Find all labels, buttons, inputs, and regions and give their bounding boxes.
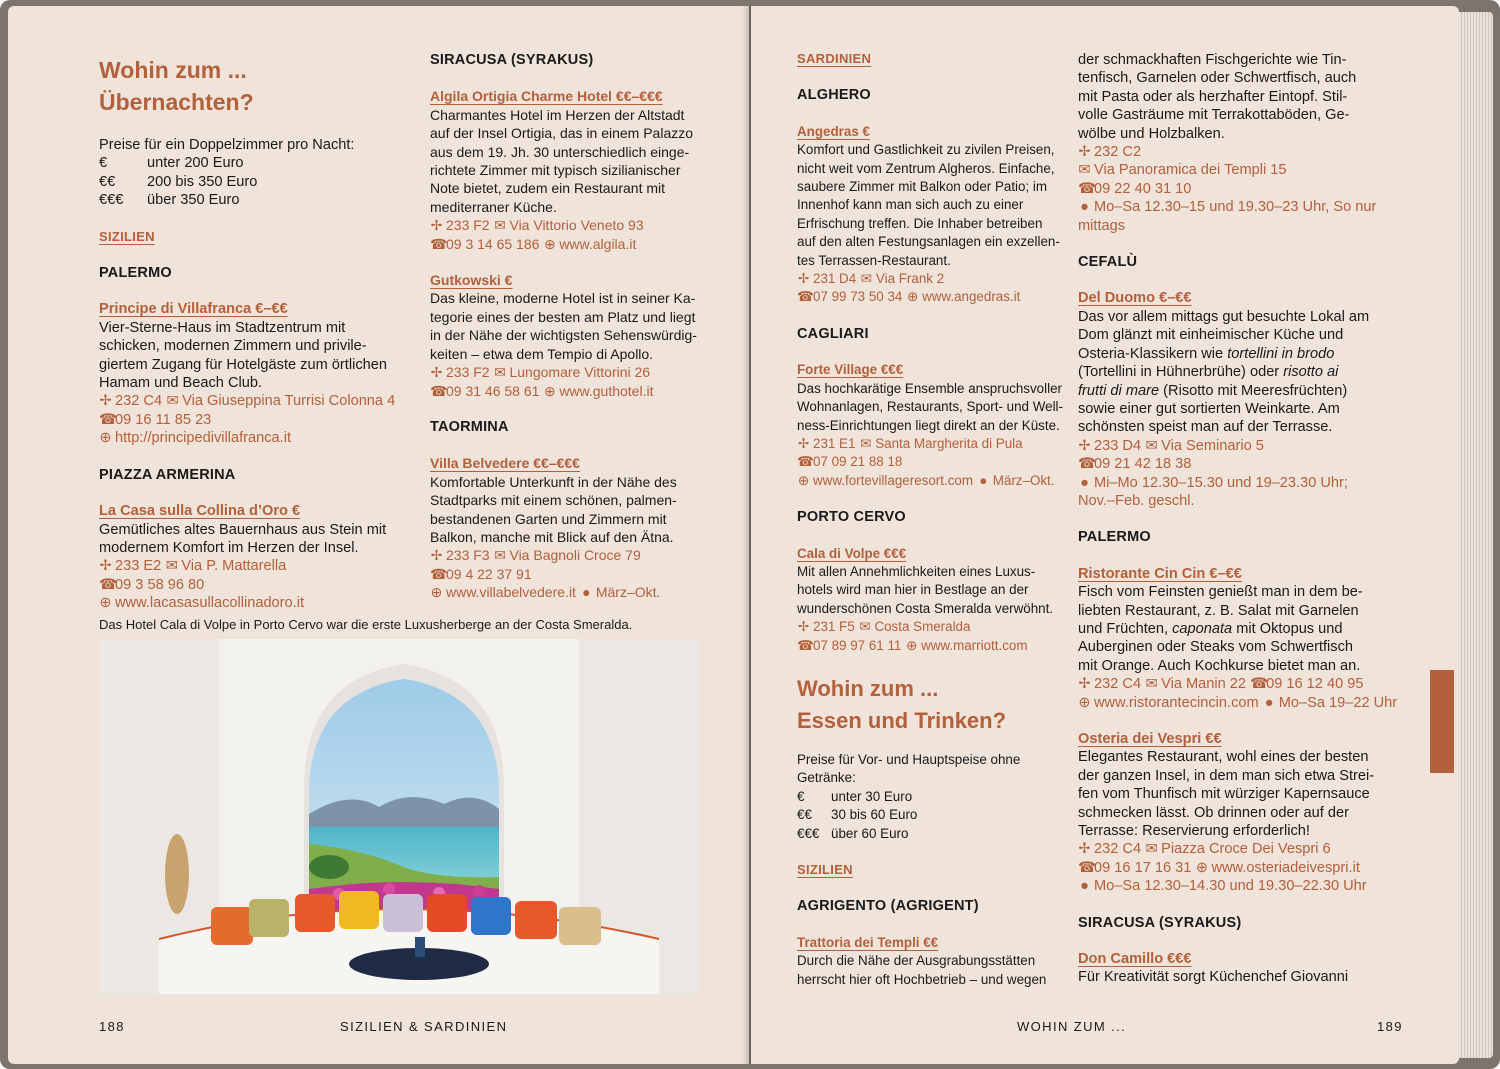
clock-icon: ● (582, 584, 591, 601)
address-icon: ✉ (860, 435, 872, 451)
entry-hours: ● Mo–Sa 12.30–15 und 19.30–23 Uhr, So nur (1078, 198, 1408, 216)
entry-text: Das hochkarätige Ensemble anspruchsvoller (797, 380, 1062, 396)
entry-text: wunderschönen Costa Smeralda verwöhnt. (797, 600, 1054, 616)
city-heading: ALGHERO (797, 87, 871, 104)
entry-text: liebten Restaurant, z. B. Salat mit Garnelen (1078, 602, 1359, 619)
clock-icon: ● (1080, 474, 1089, 491)
entry-text: tes Terrassen-Restaurant. (797, 252, 951, 268)
entry-text: mit Pasta oder als herzhafter Eintopf. Stil- (1078, 88, 1348, 105)
restaurant-title[interactable]: Osteria dei Vespri €€ (1078, 731, 1222, 747)
entry-text: Innenhof kann man sich auch zu einer (797, 197, 1024, 213)
entry-contact: ☎09 16 17 16 31 ⊕ www.osteriadeivespri.it (1078, 859, 1360, 876)
hotel-title[interactable]: La Casa sulla Collina d’Oro € (99, 503, 301, 520)
price-row: €€€ über 60 Euro (797, 825, 909, 841)
restaurant-title[interactable]: Ristorante Cin Cin €–€€ (1078, 565, 1242, 582)
entry-text: Elegantes Restaurant, wohl eines der besten (1078, 749, 1369, 766)
entry-web[interactable]: ⊕ http://principedivillafranca.it (99, 430, 292, 447)
map-icon: ✢ (1078, 841, 1091, 858)
entry-hours: Nov.–Feb. geschl. (1078, 492, 1195, 509)
hotel-title[interactable]: Cala di Volpe €€€ (797, 545, 907, 561)
address-icon: ✉ (1145, 841, 1158, 858)
entry-location: ✢ 233 F2 ✉ Lungomare Vittorini 26 (430, 364, 651, 381)
entry-web: ⊕ www.ristorantecincin.com ● Mo–Sa 19–22 Uhr (1078, 694, 1398, 711)
entry-hours: ● Mo–Sa 12.30–14.30 und 19.30–22.30 Uhr (1078, 877, 1408, 895)
entry-text: und Früchten, caponata mit Oktopus und (1078, 620, 1343, 637)
section-title-2: Essen und Trinken? (797, 707, 1007, 733)
entry-text: in der Nähe der wichtigsten Sehenswürdig- (430, 327, 697, 344)
entry-text: fen vom Thunfisch mit würziger Kapernsauce (1078, 786, 1370, 803)
entry-contact: ☎07 89 97 61 11 ⊕ www.marriott.com (797, 637, 1065, 655)
city-heading: SIRACUSA (SYRAKUS) (430, 52, 594, 68)
entry-text: herrscht hier oft Hochbetrieb – und wegen (797, 971, 1047, 987)
map-icon: ✢ (430, 547, 443, 564)
region-heading: SARDINIEN (797, 51, 872, 66)
entry-location: ✢ 232 C2 (1078, 144, 1142, 161)
entry-hours: mittags (1078, 217, 1126, 234)
globe-icon: ⊕ (797, 472, 810, 488)
phone-icon: ☎ (430, 235, 448, 252)
entry-location: ✢ 231 E1 ✉ Santa Margherita di Pula (797, 435, 1065, 453)
entry-text: volle Gasträume mit Terrakottaböden, Ge- (1078, 107, 1350, 124)
map-icon: ✢ (797, 619, 810, 635)
address-icon: ✉ (166, 393, 179, 410)
city-heading: PALERMO (1078, 529, 1151, 546)
address-icon: ✉ (494, 364, 506, 381)
entry-text: Erfrischung treffen. Die Inhaber betreiben (797, 215, 1043, 231)
map-icon: ✢ (1078, 676, 1091, 693)
city-heading: CEFALÙ (1078, 254, 1138, 271)
city-heading: AGRIGENTO (AGRIGENT) (797, 898, 979, 915)
address-icon: ✉ (859, 619, 871, 635)
restaurant-title[interactable]: Del Duomo €–€€ (1078, 290, 1192, 307)
globe-icon: ⊕ (1078, 694, 1091, 711)
phone-icon: ☎ (99, 576, 118, 593)
globe-icon: ⊕ (905, 637, 918, 653)
entry-web[interactable]: ⊕ www.lacasasullacollinadoro.it (99, 595, 304, 612)
entry-contact: ☎09 31 46 58 61 ⊕ www.guthotel.it (430, 382, 654, 399)
restaurant-title[interactable]: Don Camillo €€€ (1078, 951, 1192, 968)
phone-icon: ☎ (1078, 180, 1097, 197)
map-icon: ✢ (1078, 437, 1091, 454)
hotel-title[interactable]: Angedras € (797, 123, 870, 139)
thumb-index-tab (1430, 670, 1454, 773)
globe-icon: ⊕ (99, 430, 112, 447)
entry-text: Komfort und Gastlichkeit zu zivilen Preisen, (797, 142, 1055, 158)
clock-icon: ● (979, 472, 988, 488)
left-column-1 (99, 54, 417, 613)
region-heading: SIZILIEN (99, 228, 155, 244)
clock-icon: ● (1080, 878, 1089, 895)
section-title: Wohin zum ... (99, 57, 247, 83)
city-heading: PIAZZA ARMERINA (99, 466, 236, 483)
entry-text: wölbe und Holzbalken. (1078, 125, 1225, 142)
map-icon: ✢ (797, 435, 810, 451)
address-icon: ✉ (860, 271, 873, 287)
address-icon: ✉ (165, 558, 178, 575)
globe-icon: ⊕ (543, 382, 556, 399)
price-row: €€ 30 bis 60 Euro (797, 807, 918, 823)
entry-text: aus dem 19. Jh. 30 unterschiedlich einge- (430, 143, 690, 160)
city-heading: PALERMO (99, 265, 172, 282)
left-column-2 (430, 51, 740, 602)
entry-text: schicken, modernen Zimmern und privile- (99, 338, 367, 355)
price-row: € unter 200 Euro (99, 155, 244, 172)
map-icon: ✢ (1078, 144, 1091, 161)
entry-text: schmecken lässt. Ob drinnen oder auf der (1078, 804, 1349, 821)
phone-icon: ☎ (797, 637, 814, 653)
entry-text: ness-Einrichtungen liegt direkt an der Küste. (797, 417, 1060, 433)
entry-text: mediterraner Küche. (430, 198, 557, 215)
entry-text: der schmackhaften Fischgerichte wie Tin- (1078, 52, 1347, 68)
entry-contact: ☎09 3 14 65 186 ⊕ www.algila.it (430, 235, 637, 252)
hotel-title[interactable]: Gutkowski € (430, 272, 513, 289)
globe-icon: ⊕ (543, 235, 556, 252)
hotel-title[interactable]: Principe di Villafranca €–€€ (99, 301, 288, 318)
entry-text: Das vor allem mittags gut besuchte Lokal am (1078, 308, 1370, 325)
entry-text: tenfisch, Garnelen oder Schwertfisch, auch (1078, 70, 1357, 87)
entry-location: ✢ 233 D4 ✉ Via Seminario 5 (1078, 437, 1264, 454)
entry-contact: ☎07 99 73 50 34 ⊕ www.angedras.it (797, 288, 1065, 306)
page-number: 188 (99, 1019, 125, 1034)
entry-text: sowie einer gut sortierten Weinkarte. Am (1078, 400, 1340, 417)
entry-phone: ☎09 22 40 31 10 (1078, 180, 1192, 197)
price-intro: Getränke: (797, 770, 856, 786)
entry-text: auf der Insel Ortigia, das in einem Palazzo (430, 125, 694, 142)
entry-text: nicht weit vom Zentrum Algheros. Einfache, (797, 160, 1055, 176)
entry-location: ✢ 232 C4 ✉ Via Manin 22 ☎09 16 12 40 95 (1078, 676, 1364, 693)
clock-icon: ● (1080, 199, 1089, 216)
hotel-title[interactable]: Algila Ortigia Charme Hotel €€–€€€ (430, 88, 663, 105)
entry-location: ✢ 232 C4 ✉ Piazza Croce Dei Vespri 6 (1078, 841, 1331, 858)
hotel-title[interactable]: Villa Belvedere €€–€€€ (430, 455, 580, 472)
price-row: €€€ über 350 Euro (99, 192, 240, 209)
entry-location: ✢ 233 E2 ✉ Via P. Mattarella (99, 558, 287, 575)
entry-text: der ganzen Insel, in dem man sich etwa Strei- (1078, 767, 1375, 784)
right-column-1 (797, 50, 1065, 989)
entry-text: keiten – etwa dem Tempio di Apollo. (430, 345, 654, 362)
entry-phone: ☎09 3 58 96 80 (99, 576, 205, 593)
address-icon: ✉ (1145, 437, 1158, 454)
left-page (8, 6, 749, 1064)
address-icon: ✉ (494, 217, 506, 234)
globe-icon: ⊕ (430, 584, 443, 601)
entry-text: Stadtparks mit einem schönen, palmen- (430, 492, 677, 509)
entry-text: Wohnanlagen, Restaurants, Sport- und Well- (797, 399, 1063, 415)
entry-text: Durch die Nähe der Ausgrabungsstätten (797, 953, 1036, 969)
entry-text: Balkon, manche mit Blick auf den Ätna. (430, 528, 674, 545)
entry-phone: ☎09 21 42 18 38 (1078, 456, 1192, 473)
phone-icon: ☎ (797, 289, 814, 305)
entry-text: Vier-Sterne-Haus im Stadtzentrum mit (99, 319, 346, 336)
entry-location: ✢ 231 F5 ✉ Costa Smeralda (797, 618, 1065, 636)
region-heading: SIZILIEN (797, 862, 853, 877)
price-row: € unter 30 Euro (797, 788, 913, 804)
phone-icon: ☎ (430, 382, 448, 399)
address-icon: ✉ (1145, 676, 1158, 693)
entry-text: giertem Zugang für Hotelgäste zum örtlichen (99, 356, 387, 373)
phone-icon: ☎ (797, 454, 814, 470)
city-heading: TAORMINA (430, 418, 509, 435)
city-heading: CAGLIARI (797, 325, 869, 342)
entry-text: modernem Komfort im Herzen der Insel. (99, 539, 359, 556)
phone-icon: ☎ (1078, 859, 1097, 876)
entry-text: (Tortellini in Hühnerbrühe) oder risotto ai (1078, 364, 1339, 381)
right-page (751, 6, 1459, 1064)
entry-text: Dom glänzt mit einheimischer Küche und (1078, 327, 1344, 344)
phone-icon: ☎ (430, 565, 448, 582)
price-intro: Preise für ein Doppelzimmer pro Nacht: (99, 137, 355, 153)
price-row: €€ 200 bis 350 Euro (99, 173, 258, 190)
entry-address: ✉ Via Panoramica dei Templi 15 (1078, 162, 1287, 179)
globe-icon: ⊕ (906, 289, 919, 305)
entry-location: ✢ 232 C4 ✉ Via Giuseppina Turrisi Colonna 4 (99, 393, 396, 410)
price-intro: Preise für Vor- und Hauptspeise ohne (797, 751, 1021, 767)
address-icon: ✉ (1078, 162, 1091, 179)
hotel-title[interactable]: Forte Village €€€ (797, 362, 904, 378)
entry-text: Note bietet, zudem ein Restaurant mit (430, 180, 666, 197)
entry-text: Das kleine, moderne Hotel ist in seiner Ka- (430, 290, 696, 307)
running-head: WOHIN ZUM ... (1017, 1019, 1127, 1034)
entry-text: Charmantes Hotel im Herzen der Altstadt (430, 106, 685, 123)
entry-text: mit Orange. Auch Kochkurse bietet man an. (1078, 657, 1361, 674)
map-icon: ✢ (99, 558, 112, 575)
entry-text: tegorie eines der besten am Platz und liegt (430, 308, 696, 325)
clock-icon: ● (1264, 694, 1274, 711)
map-icon: ✢ (99, 393, 112, 410)
entry-text: saubere Zimmer mit Balkon oder Patio; im (797, 179, 1048, 195)
right-column-2 (1078, 51, 1408, 987)
section-title: Wohin zum ... (797, 675, 939, 701)
phone-icon: ☎ (1250, 676, 1269, 693)
entry-text: frutti di mare (Risotto mit Meeresfrüchten) (1078, 382, 1348, 399)
address-icon: ✉ (494, 547, 506, 564)
map-icon: ✢ (430, 364, 443, 381)
entry-text: bestandenen Garten und Zimmern mit (430, 510, 667, 527)
entry-text: Für Kreativität sorgt Küchenchef Giovanni (1078, 969, 1349, 986)
map-icon: ✢ (430, 217, 443, 234)
entry-text: Auberginen oder Steaks vom Schwertfisch (1078, 639, 1353, 656)
city-heading: SIRACUSA (SYRAKUS) (1078, 914, 1242, 931)
page-stack (1459, 12, 1493, 1058)
entry-web: ⊕ www.fortevillageresort.com ● März–Okt. (797, 472, 1065, 490)
entry-text: auf den alten Festungsanlagen ein exzellen- (797, 234, 1060, 250)
city-heading: PORTO CERVO (797, 509, 906, 526)
entry-text: Hamam und Beach Club. (99, 375, 263, 392)
entry-hours: ● Mi–Mo 12.30–15.30 und 19–23.30 Uhr; (1078, 474, 1408, 492)
entry-contact: ☎09 4 22 37 91 (430, 565, 532, 582)
entry-web: ⊕ www.villabelvedere.it ● März–Okt. (430, 584, 661, 601)
globe-icon: ⊕ (1195, 859, 1209, 876)
running-head: SIZILIEN & SARDINIEN (340, 1019, 508, 1034)
page-number: 189 (1377, 1019, 1403, 1034)
entry-text: hotels wird man hier in Bestlage an der (797, 582, 1029, 598)
entry-text: Osteria-Klassikern wie tortellini in brodo (1078, 345, 1335, 362)
map-icon: ✢ (797, 271, 810, 287)
entry-location: ✢ 233 F3 ✉ Via Bagnoli Croce 79 (430, 547, 641, 564)
entry-location: ✢ 233 F2 ✉ Via Vittorio Veneto 93 (430, 217, 644, 234)
photo-caption: Das Hotel Cala di Volpe in Porto Cervo war die erste Luxusherberge an der Costa Smeralda. (99, 617, 633, 632)
entry-text: Komfortable Unterkunft in der Nähe des (430, 473, 677, 490)
entry-phone: ☎09 16 11 85 23 (99, 411, 212, 428)
entry-text: Gemütliches altes Bauernhaus aus Stein mit (99, 521, 387, 538)
entry-text: richtete Zimmer mit typisch sizilianischer (430, 162, 681, 179)
restaurant-title[interactable]: Trattoria dei Templi €€ (797, 934, 939, 950)
entry-phone: ☎07 09 21 88 18 (797, 453, 1065, 471)
hotel-photo (99, 639, 699, 994)
globe-icon: ⊕ (99, 595, 112, 612)
entry-location: ✢ 231 D4 ✉ Via Frank 2 (797, 270, 1065, 288)
phone-icon: ☎ (1078, 456, 1097, 473)
section-title-2: Übernachten? (99, 89, 254, 115)
entry-text: schönsten speist man auf der Terrasse. (1078, 419, 1333, 436)
entry-text: Mit allen Annehmlichkeiten eines Luxus- (797, 563, 1036, 579)
entry-text: Fisch vom Feinsten genießt man in dem be- (1078, 584, 1363, 601)
entry-text: Terrasse: Reservierung erforderlich! (1078, 823, 1310, 840)
phone-icon: ☎ (99, 411, 118, 428)
